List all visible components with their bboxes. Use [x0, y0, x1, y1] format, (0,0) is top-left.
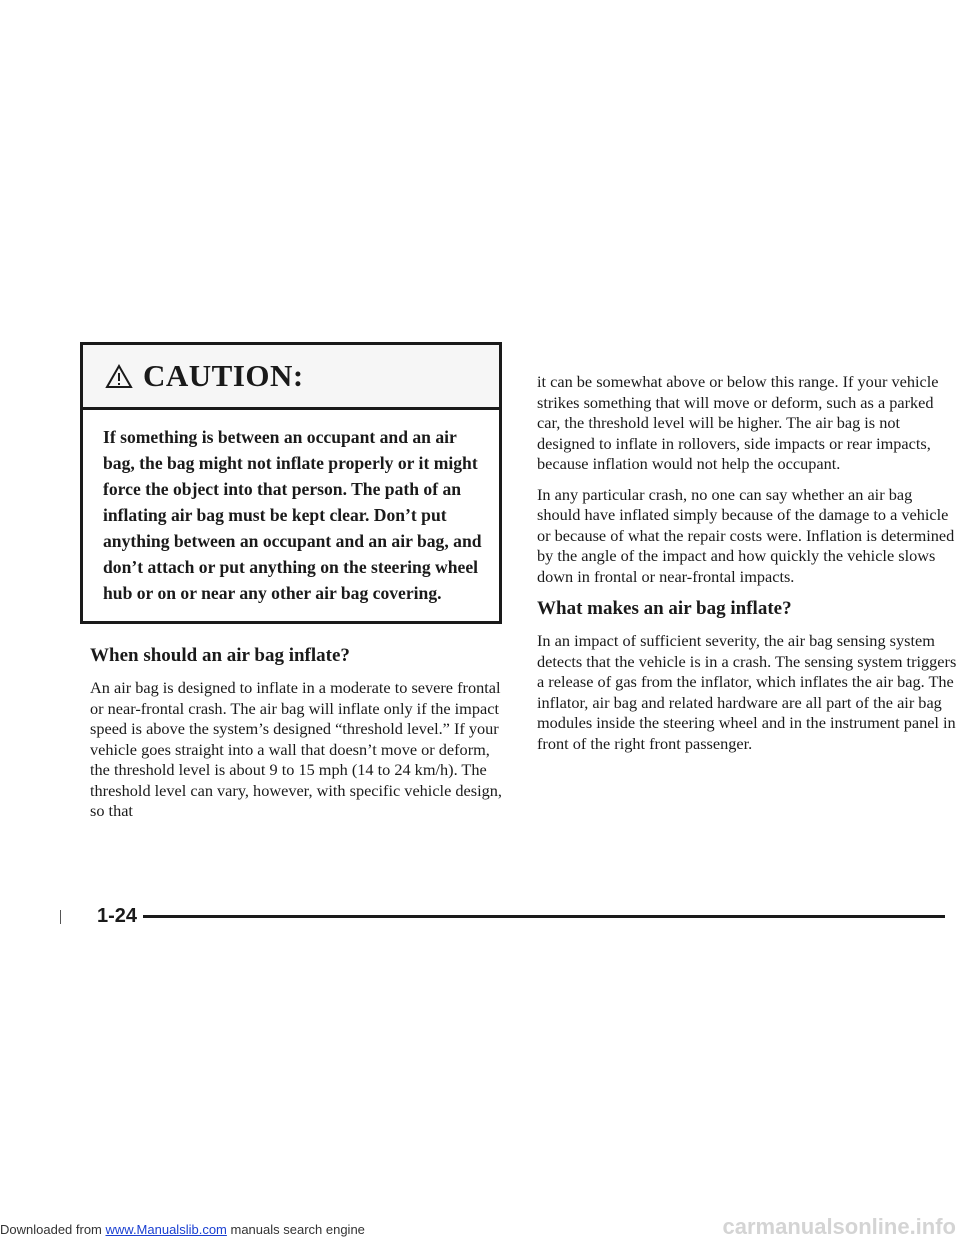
- caution-header: [83, 345, 499, 410]
- paragraph-what-makes-inflate: In an impact of sufficient severity, the air bag sensing system detects that the vehicle is in a crash. The sensing system triggers a release of gas from the inflator, which inflates the air bag. The inflator, air bag and related hardware are all part of the air bag modules inside the steering wheel and in the instrument panel in front of the right front passenger.: [537, 631, 957, 753]
- credit-prefix: Downloaded from: [0, 1222, 106, 1237]
- page-number: 1-24: [97, 905, 138, 927]
- caution-box: [80, 342, 502, 624]
- download-credit: [0, 1222, 365, 1237]
- left-column: [90, 644, 505, 832]
- manualslib-link[interactable]: www.Manualslib.com: [105, 1222, 227, 1237]
- paragraph-threshold-continued: it can be somewhat above or below this range. If your vehicle strikes something that will move or deform, such as a parked car, the threshold level will be higher. The air bag is not designed to inflate in rollovers, side impacts or rear impacts, because inflation would not help the occupant.: [537, 372, 939, 473]
- watermark: carmanualsonline.info: [722, 1214, 956, 1239]
- caution-title: CAUTION:: [143, 358, 304, 393]
- paragraph-when-inflate: An air bag is designed to inflate in a moderate to severe frontal or near-frontal crash. The air bag will inflate only if the impact speed is above the system’s designed “threshold level.” If your vehicle goes straight into a wall that doesn’t move or deform, the threshold level is about 9 to 15 mph (14 to 24 km/h). The threshold level can vary, however, with specific vehicle design, so that: [90, 678, 502, 820]
- warning-triangle-icon: [105, 364, 133, 389]
- caution-text: If something is between an occupant and an air bag, the bag might not inflate properly or it might force the object into that person. The path of an inflating air bag must be kept clear. Don’t put anything between an occupant and an air bag, and don’t attach or put anything on the steering wheel hub or on or near any other air bag covering.: [103, 427, 482, 603]
- paragraph-any-crash: In any particular crash, no one can say whether an air bag should have inflated simply because of the damage to a vehicle or because of what the repair costs were. Inflation is determined by the angle of the impact and how quickly the vehicle slows down in frontal or near-frontal impacts.: [537, 484, 955, 586]
- section-heading-when-inflate: When should an air bag inflate?: [90, 645, 350, 666]
- section-heading-what-makes-inflate: What makes an air bag inflate?: [537, 598, 792, 619]
- margin-tick: [60, 910, 61, 924]
- footer-rule: [143, 915, 945, 918]
- credit-suffix: manuals search engine: [226, 1222, 365, 1237]
- page-footer: [60, 905, 945, 928]
- right-column: [537, 372, 957, 764]
